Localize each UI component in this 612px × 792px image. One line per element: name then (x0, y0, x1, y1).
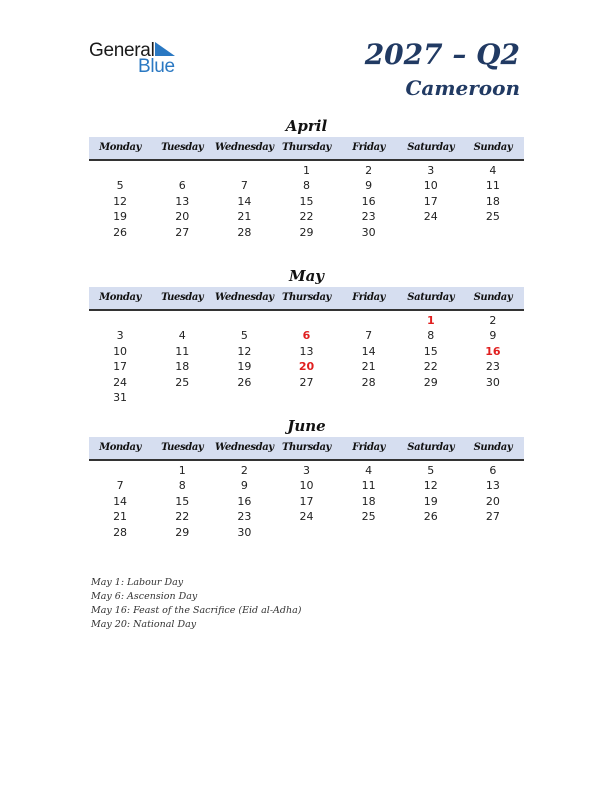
date-cell: 2 (365, 164, 373, 177)
weekday-header: Sunday (473, 292, 513, 303)
date-cell: 10 (299, 479, 314, 493)
date-cell: 21 (113, 510, 128, 524)
weekday-header: Thursday (282, 442, 331, 453)
date-cell: 27 (485, 510, 500, 524)
date-cell (275, 525, 337, 540)
date-cell: 7 (240, 179, 248, 193)
holiday-date-cell: 6 (302, 329, 311, 343)
date-cell: 18 (361, 494, 376, 508)
date-cell: 27 (175, 225, 190, 239)
date-cell: 4 (365, 464, 373, 477)
date-cell: 24 (113, 375, 128, 389)
weekday-header: Sunday (473, 142, 513, 153)
weekday-header: Wednesday (214, 292, 274, 303)
date-cell (400, 390, 462, 405)
weekday-header: Thursday (282, 292, 331, 303)
date-cell: 26 (113, 225, 128, 239)
weekday-header: Friday (352, 292, 386, 303)
week-row (89, 509, 524, 524)
holiday-date-cell: 20 (298, 360, 315, 374)
date-cell: 17 (423, 194, 438, 208)
date-cell: 22 (423, 360, 438, 374)
weekday-header: Tuesday (161, 292, 204, 303)
date-cell (89, 313, 151, 328)
date-cell: 10 (423, 179, 438, 193)
week-row (89, 525, 524, 540)
date-cell (89, 463, 151, 478)
date-cell: 11 (485, 179, 500, 193)
date-cell (151, 390, 213, 405)
weekday-header: Wednesday (214, 142, 274, 153)
date-cell (213, 313, 275, 328)
weekday-header: Saturday (407, 292, 455, 303)
date-cell: 19 (237, 360, 252, 374)
date-cell: 5 (116, 179, 124, 193)
week-row (89, 194, 524, 209)
date-cell: 18 (485, 194, 500, 208)
date-cell: 26 (423, 510, 438, 524)
date-cell: 8 (302, 179, 310, 193)
date-cell: 15 (423, 344, 438, 358)
brand-logo (89, 40, 189, 76)
date-cell: 8 (178, 479, 186, 493)
weekday-header: Tuesday (161, 142, 204, 153)
date-cell: 11 (175, 344, 190, 358)
date-cell (151, 313, 213, 328)
month-april (89, 116, 524, 240)
date-cell: 18 (175, 360, 190, 374)
date-cell (275, 313, 337, 328)
date-cell: 1 (302, 164, 310, 177)
date-cell: 6 (178, 179, 186, 193)
date-cell: 12 (237, 344, 252, 358)
week-row (89, 494, 524, 509)
week-row (89, 344, 524, 359)
date-cell: 29 (175, 525, 190, 539)
date-cell: 28 (237, 225, 252, 239)
holiday-date-cell: 1 (426, 314, 435, 327)
date-cell: 3 (302, 464, 310, 477)
date-cell: 24 (299, 510, 314, 524)
week-row (89, 225, 524, 240)
week-row (89, 209, 524, 224)
country-subtitle: Cameroon (405, 76, 520, 100)
date-cell: 11 (361, 479, 376, 493)
date-cell: 25 (175, 375, 190, 389)
month-may (89, 266, 524, 405)
date-cell: 19 (423, 494, 438, 508)
date-cell: 17 (113, 360, 128, 374)
date-cell: 23 (485, 360, 500, 374)
weekday-header: Sunday (473, 442, 513, 453)
date-cell: 17 (299, 494, 314, 508)
date-cell (213, 163, 275, 178)
week-row (89, 313, 524, 328)
date-cell (338, 525, 400, 540)
weekday-header: Monday (99, 292, 142, 303)
week-row (89, 163, 524, 178)
weekday-header-row (89, 287, 524, 311)
date-cell: 14 (237, 194, 252, 208)
date-cell: 30 (361, 225, 376, 239)
date-cell: 12 (113, 194, 128, 208)
weekday-header-row (89, 437, 524, 461)
month-name: May (288, 267, 325, 285)
holiday-note: May 16: Feast of the Sacrifice (Eid al-Adha) (91, 605, 302, 616)
date-cell: 3 (427, 164, 435, 177)
date-cell (275, 390, 337, 405)
date-cell: 23 (237, 510, 252, 524)
date-cell: 20 (485, 494, 500, 508)
date-cell: 13 (299, 344, 314, 358)
date-cell: 28 (361, 375, 376, 389)
week-row (89, 328, 524, 343)
date-cell: 2 (240, 464, 248, 477)
weekday-header: Saturday (407, 442, 455, 453)
holiday-note: May 20: National Day (91, 619, 197, 630)
page-title: 2027 – Q2 (364, 38, 520, 71)
date-cell: 10 (113, 344, 128, 358)
holiday-date-cell: 16 (485, 344, 501, 358)
date-cell: 26 (237, 375, 252, 389)
logo-word-blue: Blue (138, 56, 175, 77)
date-cell: 13 (485, 479, 500, 493)
week-row (89, 390, 524, 405)
date-cell (462, 390, 524, 405)
date-cell (213, 390, 275, 405)
month-june (89, 416, 524, 540)
date-cell: 12 (423, 479, 438, 493)
date-cell: 9 (240, 479, 248, 493)
month-name: April (285, 117, 328, 135)
date-cell: 23 (361, 210, 376, 224)
weekday-header-row (89, 137, 524, 161)
weekday-header: Tuesday (161, 442, 204, 453)
weekday-header: Friday (352, 142, 386, 153)
date-cell: 28 (113, 525, 128, 539)
holiday-note: May 6: Ascension Day (91, 591, 198, 602)
date-cell: 9 (365, 179, 373, 193)
weekday-header: Monday (99, 442, 142, 453)
date-cell: 3 (116, 329, 124, 343)
date-cell: 24 (423, 210, 438, 224)
date-cell: 8 (427, 329, 435, 343)
date-cell: 27 (299, 375, 314, 389)
holiday-notes (91, 576, 301, 632)
weekday-header: Thursday (282, 142, 331, 153)
date-cell: 22 (299, 210, 314, 224)
weeks-grid (89, 311, 524, 405)
date-cell: 29 (299, 225, 314, 239)
weekday-header: Monday (99, 142, 142, 153)
holiday-note: May 1: Labour Day (91, 577, 184, 588)
date-cell: 13 (175, 194, 190, 208)
date-cell: 5 (427, 464, 435, 477)
date-cell: 15 (175, 494, 190, 508)
weekday-header: Wednesday (214, 442, 274, 453)
week-row (89, 478, 524, 493)
date-cell (400, 525, 462, 540)
date-cell: 7 (365, 329, 373, 343)
date-cell: 21 (361, 360, 376, 374)
week-row (89, 375, 524, 390)
date-cell (462, 525, 524, 540)
date-cell: 29 (423, 375, 438, 389)
date-cell: 15 (299, 194, 314, 208)
date-cell: 31 (113, 390, 128, 404)
date-cell (400, 225, 462, 240)
date-cell (151, 163, 213, 178)
date-cell: 1 (178, 464, 186, 477)
date-cell: 30 (485, 375, 500, 389)
weekday-header: Friday (352, 442, 386, 453)
weekday-header: Saturday (407, 142, 455, 153)
date-cell: 9 (489, 329, 497, 343)
date-cell: 5 (240, 329, 248, 343)
date-cell: 16 (361, 194, 376, 208)
weeks-grid (89, 461, 524, 540)
date-cell (338, 313, 400, 328)
date-cell: 14 (361, 344, 376, 358)
date-cell: 14 (113, 494, 128, 508)
date-cell: 30 (237, 525, 252, 539)
date-cell: 25 (361, 510, 376, 524)
date-cell (462, 225, 524, 240)
date-cell: 21 (237, 210, 252, 224)
week-row (89, 359, 524, 374)
date-cell (89, 163, 151, 178)
date-cell: 7 (116, 479, 124, 493)
date-cell: 2 (489, 314, 497, 327)
date-cell: 4 (178, 329, 186, 343)
date-cell: 20 (175, 210, 190, 224)
logo-flag-icon (155, 42, 175, 56)
date-cell: 6 (489, 464, 497, 477)
week-row (89, 178, 524, 193)
month-name: June (287, 417, 326, 435)
week-row (89, 463, 524, 478)
date-cell: 16 (237, 494, 252, 508)
date-cell: 22 (175, 510, 190, 524)
date-cell: 25 (485, 210, 500, 224)
date-cell (338, 390, 400, 405)
logo-word-general: General (89, 40, 155, 61)
weeks-grid (89, 161, 524, 240)
date-cell: 19 (113, 210, 128, 224)
date-cell: 4 (489, 164, 497, 177)
